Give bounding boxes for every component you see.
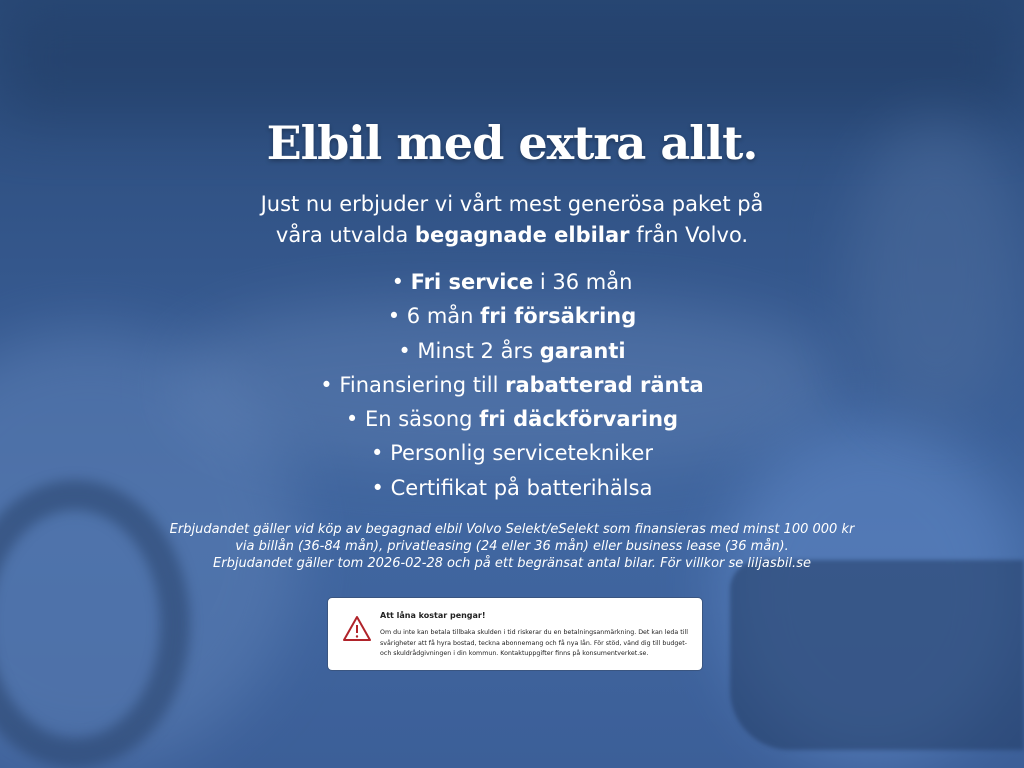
warning-title: Att låna kostar pengar! bbox=[380, 611, 486, 620]
credit-warning-box bbox=[327, 597, 703, 671]
background-shade bbox=[0, 0, 1024, 120]
benefits-list bbox=[0, 265, 1024, 505]
subheadline-line bbox=[0, 220, 1024, 251]
list-item: • Fri service i 36 mån bbox=[391, 270, 633, 294]
warning-triangle-icon bbox=[342, 615, 372, 643]
list-item: • Personlig servicetekniker bbox=[371, 441, 653, 466]
subheadline-text: från Volvo. bbox=[629, 223, 749, 247]
list-item: • Finansiering till rabatterad ränta bbox=[320, 372, 704, 397]
list-item: • En säsong fri däckförvaring bbox=[345, 407, 679, 432]
subheadline-text: våra utvalda bbox=[275, 223, 415, 247]
list-item: • Certifikat på batterihälsa bbox=[371, 475, 653, 500]
warning-body: Om du inte kan betala tillbaka skulden i tid riskerar du en betalningsanmärkning. Det kan leda till svårigheter att få hyra bostad, teckna abonnemang och få nya lån. För stöd, vänd dig till budget- och skuldrådgivningen i din kommun. Kontaktuppgifter finns på konsumentverket.se. bbox=[380, 629, 688, 657]
headline: Elbil med extra allt. bbox=[266, 116, 758, 170]
subheadline-line: Just nu erbjuder vi vårt mest generösa paket på bbox=[260, 192, 764, 216]
fine-print-line: Erbjudandet gäller vid köp av begagnad elbil Volvo Selekt/eSelekt som finansieras med minst 100 000 kr bbox=[169, 522, 855, 537]
subheadline-bold: begagnade elbilar bbox=[414, 223, 630, 247]
fine-print bbox=[0, 521, 1024, 572]
subheadline bbox=[0, 189, 1024, 251]
fine-print-line: Erbjudandet gäller tom 2026-02-28 och på ett begränsat antal bilar. För villkor se liljasbil.se bbox=[213, 556, 811, 571]
list-item: • Minst 2 års garanti bbox=[398, 338, 626, 363]
fine-print-line: via billån (36-84 mån), privatleasing (24 eller 36 mån) eller business lease (36 mån). bbox=[235, 539, 789, 554]
list-item: • 6 mån fri försäkring bbox=[387, 304, 637, 329]
car-headlight bbox=[730, 560, 1024, 750]
